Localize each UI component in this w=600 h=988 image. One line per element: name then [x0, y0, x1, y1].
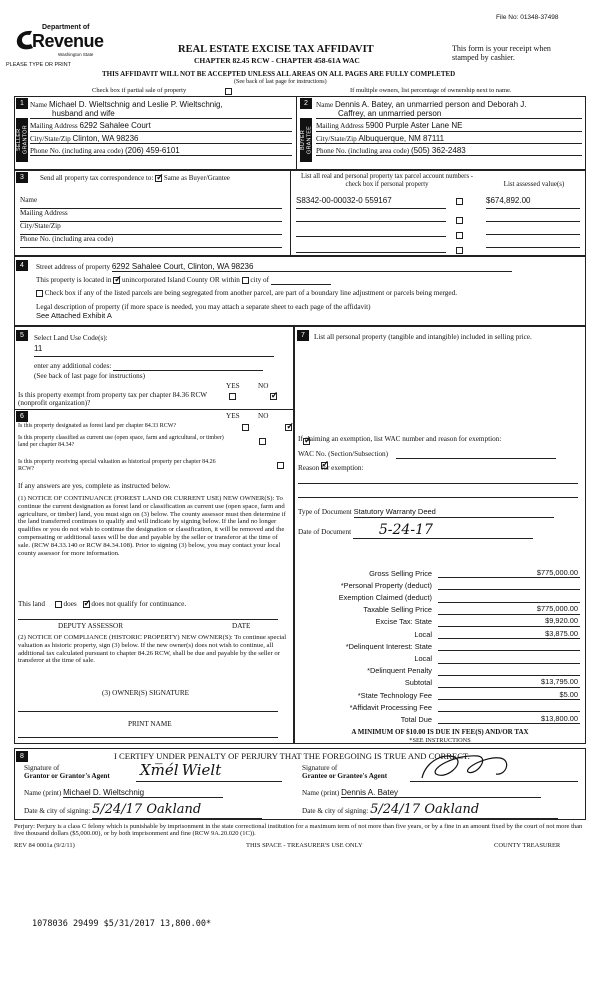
this-land-row	[18, 600, 186, 608]
grantor-name-value[interactable]: Michael D. Wieltschnig	[63, 788, 223, 798]
assessed-list	[486, 196, 580, 248]
buyer-address-value[interactable]: 5900 Purple Aster Lane NE	[365, 121, 463, 131]
grantee-date-row	[302, 803, 558, 819]
grantor-sig-label-1: Signature of	[24, 764, 60, 772]
buyer-block	[316, 100, 582, 156]
grantee-sig-label-1: Signature of	[302, 764, 338, 772]
reason-line-1[interactable]	[298, 480, 578, 484]
assessed-row-1[interactable]: $674,892.00	[486, 196, 580, 209]
buyer-phone-value[interactable]: (505) 362-2483	[411, 146, 466, 156]
calc-row	[298, 603, 580, 615]
unincorporated-checkbox[interactable]	[113, 277, 120, 284]
calc-label: Local	[414, 629, 432, 639]
grantee-name-row	[302, 788, 541, 798]
continuance-notice: (1) NOTICE OF CONTINUANCE (FOREST LAND OR CURRENT USE) NEW OWNER(S): To continue the current designation as forest land or classification as current use (open space, farm and agriculture, or timber) land, you must sign on (3) below. The county assessor must then determine if the land transferred continues to qualify and will indicate by signing below. If the land no longer qualifies or you do not wish to continue the designation or classification, it will be removed and the compensating or additional taxes will be due and payable by the seller or transferor at the time of sale. (RCW 84.33.140 or RCW 84.34.108). Prior to signing (3) below, you may contact your local county assessor for more information.	[18, 495, 286, 557]
parcel-row-3[interactable]	[296, 224, 446, 237]
section-3-number: 3	[16, 172, 28, 183]
doc-type-row	[298, 508, 554, 518]
calc-label: *Delinquent Interest: State	[345, 641, 432, 651]
land-use-label: Select Land Use Code(s):	[34, 334, 108, 342]
print-name-label: PRINT NAME	[128, 720, 172, 728]
buyer-name-value[interactable]: Dennis A. Batey, an unmarried person and Deborah J.	[334, 100, 527, 109]
land-use-value[interactable]: 11	[34, 344, 274, 357]
seller-name-value[interactable]: Michael D. Wieltschnig and Leslie P. Wieltschnig,	[48, 100, 223, 109]
form-title: REAL ESTATE EXCISE TAX AFFIDAVIT	[178, 44, 374, 55]
parcel-1-personal-checkbox[interactable]	[456, 198, 463, 205]
legal-description-value[interactable]: See Attached Exhibit A	[36, 311, 112, 320]
calc-label: *Personal Property (deduct)	[340, 580, 432, 590]
file-number: File No: 01348-37498	[496, 14, 559, 21]
calc-label: Total Due	[400, 714, 432, 724]
doc-date-label: Date of Document	[298, 528, 352, 536]
section-7-number: 7	[297, 330, 309, 341]
s3-address-label: Mailing Address	[20, 209, 68, 217]
land-does-checkbox[interactable]	[55, 601, 62, 608]
section-3-divider	[290, 170, 291, 256]
street-address-row	[36, 262, 576, 272]
deputy-assessor-label: DEPUTY ASSESSOR	[58, 622, 124, 630]
calc-row	[298, 712, 580, 724]
exempt-no-checkbox[interactable]	[270, 393, 277, 400]
city-of-label: city of	[250, 276, 269, 284]
section-4-number: 4	[16, 260, 28, 271]
grantor-name-label: Name (print)	[24, 789, 62, 797]
same-as-buyer-label: Same as Buyer/Grantee	[163, 174, 230, 182]
calc-row	[298, 651, 580, 663]
calc-row	[298, 627, 580, 639]
additional-codes-row	[34, 362, 263, 371]
partial-sale-text: Check box if partial sale of property	[92, 87, 187, 94]
warning-text: THIS AFFIDAVIT WILL NOT BE ACCEPTED UNLESS ALL AREAS ON ALL PAGES ARE FULLY COMPLETED	[102, 70, 456, 78]
parcel-row-4[interactable]	[296, 240, 446, 253]
calc-row	[298, 639, 580, 651]
section-5-number: 5	[16, 330, 28, 341]
seller-address-value[interactable]: 6292 Sahalee Court	[79, 121, 151, 131]
receipt-note: This form is your receipt when stamped by cashier.	[452, 44, 551, 63]
current-use-yes-checkbox[interactable]	[259, 438, 266, 445]
owner-signature-line[interactable]	[18, 704, 278, 712]
forest-yes-checkbox[interactable]	[242, 424, 249, 431]
buyer-name-value-2[interactable]: Caffrey, an unmarried person	[316, 109, 582, 119]
personal-property-label: List all personal property (tangible and intangible) included in selling price.	[314, 333, 532, 341]
doc-type-label: Type of Document	[298, 508, 352, 516]
s3-address-field[interactable]	[20, 209, 282, 222]
does-not-label: does not qualify for continuance.	[91, 600, 187, 608]
grantor-signature-mark: Xm̅él Wielt	[140, 761, 222, 779]
calc-value[interactable]	[438, 589, 580, 590]
see-back-note: (See back of last page for instructions)	[234, 79, 327, 85]
s5-yes-header: YES	[226, 382, 240, 390]
grantee-signature-field[interactable]	[410, 764, 578, 782]
unincorporated-label: unincorporated Island County OR within	[122, 276, 240, 284]
grantor-date-label: Date & city of signing:	[24, 807, 91, 815]
same-as-buyer-checkbox[interactable]	[155, 175, 162, 182]
certify-statement: I CERTIFY UNDER PENALTY OF PERJURY THAT THE FOREGOING IS TRUE AND CORRECT.	[114, 751, 470, 761]
calc-value[interactable]: $3,875.00	[438, 630, 580, 640]
seller-city-label: City/State/Zip	[30, 134, 71, 143]
form-chapter: CHAPTER 82.45 RCW - CHAPTER 458-61A WAC	[194, 56, 360, 65]
wac-label: WAC No. (Section/Subsection)	[298, 450, 389, 458]
doc-type-value[interactable]: Statutory Warranty Deed	[354, 508, 554, 518]
segregated-row	[36, 289, 581, 297]
seller-phone-label: Phone No. (including area code)	[30, 147, 124, 156]
calc-label: Taxable Selling Price	[363, 605, 432, 615]
cashier-stamp: 1078036 29499 $5/31/2017 13,800.00*	[32, 919, 212, 929]
parcel-list	[296, 196, 476, 255]
please-type: PLEASE TYPE OR PRINT	[6, 62, 72, 68]
s3-phone-label: Phone No. (including area code)	[20, 235, 114, 243]
seller-name-label: Name	[30, 101, 48, 109]
calc-label: *Affidavit Processing Fee	[349, 702, 432, 712]
calc-value[interactable]: $775,000.00	[438, 605, 580, 615]
calc-value[interactable]	[438, 711, 580, 712]
s3-name-field[interactable]	[20, 196, 282, 209]
doc-date-row	[298, 522, 533, 539]
if-any-yes: If any answers are yes, complete as instructed below.	[18, 482, 171, 490]
revision-code: REV 84 0001a (9/2/11)	[14, 842, 75, 849]
located-row	[36, 276, 331, 285]
grantee-date-label: Date & city of signing:	[302, 807, 369, 815]
section-6-rule	[14, 409, 294, 410]
buyer-address-label: Mailing Address	[316, 122, 364, 131]
grantee-sig-label-2: Grantee or Grantee's Agent	[302, 771, 388, 780]
calc-row	[298, 676, 580, 688]
buyer-phone-label: Phone No. (including area code)	[316, 147, 410, 156]
parcel-row-2[interactable]	[296, 209, 446, 222]
grantee-name-value[interactable]: Dennis A. Batey	[341, 788, 541, 798]
print-name-line[interactable]	[18, 734, 278, 738]
logo-state: Washington State	[58, 52, 94, 57]
land-does-not-checkbox[interactable]	[83, 601, 90, 608]
buyer-tag: BUYER GRANTEE	[300, 118, 312, 162]
seller-name-value-2[interactable]: husband and wife	[30, 109, 292, 119]
grantor-sig-label-2: Grantor or Grantor's Agent	[24, 771, 110, 780]
parcel-row-1[interactable]: S8342-00-00032-0 559167	[296, 196, 446, 209]
calc-label: *State Technology Fee	[357, 690, 432, 700]
s3-phone-field[interactable]	[20, 235, 282, 248]
s5-no-header: NO	[258, 382, 269, 390]
calc-value[interactable]	[438, 675, 580, 676]
s6-yes-header: YES	[226, 412, 240, 420]
grantee-signature-mark	[416, 750, 526, 782]
calc-label: *Delinquent Penalty	[367, 666, 432, 676]
calc-row	[298, 578, 580, 590]
calc-value[interactable]: $13,795.00	[438, 678, 580, 688]
section-6-number: 6	[16, 411, 28, 422]
s3-name-label: Name	[20, 196, 38, 204]
section-1-number: 1	[16, 98, 28, 109]
current-use-question: Is this property classified as current use (open space, farm and agricultural, or timber) land per chapter 84.34?	[18, 435, 224, 448]
reason-line-2[interactable]	[298, 494, 578, 498]
exempt-question: Is this property exempt from property tax per chapter 84.36 RCW (nonprofit organization)?	[18, 391, 207, 408]
parcel-2-personal-checkbox[interactable]	[456, 217, 463, 224]
grantee-date-value[interactable]: 5/24/17 Oakland	[370, 803, 558, 819]
additional-codes-field[interactable]	[113, 362, 263, 371]
minimum-due-note: A MINIMUM OF $10.00 IS DUE IN FEE(S) AND/OR TAX	[351, 728, 529, 736]
this-land-label: This land	[18, 600, 45, 608]
grantee-name-label: Name (print)	[302, 789, 340, 797]
grantor-signature-field[interactable]	[136, 761, 282, 782]
calc-label: Exemption Claimed (deduct)	[338, 593, 432, 603]
street-address-value[interactable]: 6292 Sahalee Court, Clinton, WA 98236	[112, 262, 512, 272]
parcel-header: List all real and personal property tax parcel account numbers - check box if personal property	[300, 173, 474, 188]
grantor-date-value[interactable]: 5/24/17 Oakland	[92, 803, 262, 819]
segregated-checkbox[interactable]	[36, 290, 43, 297]
city-of-field[interactable]	[271, 276, 331, 285]
wac-row	[298, 450, 556, 459]
calc-row	[298, 688, 580, 700]
additional-codes-label: enter any additional codes:	[34, 362, 112, 370]
grantor-signature-label	[24, 765, 110, 780]
assessed-row-3[interactable]	[486, 222, 580, 235]
grantor-name-row	[24, 788, 223, 798]
section-8-number: 8	[16, 751, 28, 762]
calc-value[interactable]: $5.00	[438, 691, 580, 701]
calc-value[interactable]: $775,000.00	[438, 569, 580, 579]
partial-sale-label	[92, 87, 186, 94]
historic-question: Is this property receiving special valuation as historical property per chapter 84.26 RCW?	[18, 459, 216, 472]
section-2-number: 2	[300, 98, 312, 109]
s6-no-header: NO	[258, 412, 269, 420]
assessor-date-label: DATE	[232, 622, 251, 630]
doc-date-value[interactable]: 5-24-17	[353, 522, 533, 539]
calc-row	[298, 615, 580, 627]
within-city-checkbox[interactable]	[242, 277, 249, 284]
buyer-name-label: Name	[316, 101, 334, 109]
street-label: Street address of property	[36, 263, 111, 271]
calc-value[interactable]	[438, 650, 580, 651]
seller-phone-value[interactable]: (206) 459-6101	[125, 146, 180, 156]
treasurer-use-note: THIS SPACE - TREASURER'S USE ONLY	[246, 842, 363, 849]
partial-sale-checkbox[interactable]	[225, 88, 232, 95]
calc-value[interactable]	[438, 602, 580, 603]
seller-block	[30, 100, 292, 156]
county-treasurer-label: COUNTY TREASURER	[494, 842, 561, 849]
parties-divider	[296, 96, 297, 170]
calc-row	[298, 566, 580, 578]
multiple-owners-note: If multiple owners, list percentage of ownership next to name.	[350, 87, 512, 94]
assessed-header: List assessed value(s)	[503, 180, 565, 188]
historic-yes-checkbox[interactable]	[277, 462, 284, 469]
parcel-3-personal-checkbox[interactable]	[456, 232, 463, 239]
exempt-yes-checkbox[interactable]	[229, 393, 236, 400]
seller-tag: SELLER GRANTOR	[16, 118, 28, 162]
buyer-city-value[interactable]: Albuquerque, NM 87111	[358, 133, 445, 143]
s3-city-field[interactable]	[20, 222, 282, 235]
see-instructions-note: *SEE INSTRUCTIONS	[409, 737, 471, 744]
tax-calculation	[298, 566, 580, 724]
calc-label: Subtotal	[404, 678, 432, 688]
assessed-row-2[interactable]	[486, 209, 580, 222]
legal-label: Legal description of property (if more space is needed, you may attach a separate sheet to each page of the affidavit)	[36, 303, 371, 311]
assessor-signature-line[interactable]	[18, 612, 278, 620]
seller-city-value[interactable]: Clinton, WA 98236	[72, 133, 139, 143]
calc-value[interactable]: $13,800.00	[438, 715, 580, 725]
dor-logo	[14, 22, 114, 62]
send-label: Send all property tax correspondence to:	[40, 174, 154, 182]
calc-label: Excise Tax: State	[375, 617, 432, 627]
s5-see-back: (See back of last page for instructions)	[34, 372, 145, 380]
calc-label: Local	[414, 653, 432, 663]
s3-city-label: City/State/Zip	[20, 222, 61, 230]
logo-dept: Department of	[42, 24, 90, 31]
logo-name: Revenue	[32, 31, 104, 51]
reason-label: Reason for exemption:	[298, 464, 364, 472]
seller-address-label: Mailing Address	[30, 122, 78, 131]
owner-signature-label: (3) OWNER(S) SIGNATURE	[102, 689, 190, 697]
buyer-city-label: City/State/Zip	[316, 134, 357, 143]
forest-question: Is this property designated as forest land per chapter 84.33 RCW?	[18, 423, 177, 429]
perjury-notice: Perjury: Perjury is a class C felony which is punishable by imprisonment in the state correctional institution for a maximum term of not more than five years, or by a fine in an amount fixed by the court of not more than five thousand dollars ($5,000.00), or by both imprisonment and fine (RCW 9A.20.020 (1C)).	[14, 823, 583, 838]
section-3-fields	[20, 196, 282, 248]
forest-no-checkbox[interactable]	[285, 424, 292, 431]
does-label: does	[63, 600, 77, 608]
compliance-notice: (2) NOTICE OF COMPLIANCE (HISTORIC PROPERTY) NEW OWNER(S): To continue special valuation as historic property, sign (3) below. If the new owner(s) does not wish to continue, all additional tax calculated pursuant to chapter 84.26 RCW, shall be due and payable by the seller or transferor at the time of sale.	[18, 634, 287, 665]
calc-row	[298, 664, 580, 676]
parcel-4-personal-checkbox[interactable]	[456, 247, 463, 254]
located-label: This property is located in	[36, 276, 112, 284]
grantor-date-row	[24, 803, 262, 819]
reason-row	[298, 464, 363, 472]
wac-field[interactable]	[396, 450, 556, 459]
calc-row	[298, 590, 580, 602]
send-correspondence-row	[40, 174, 230, 182]
calc-label: Gross Selling Price	[369, 568, 432, 578]
exemption-label: If claiming an exemption, list WAC number and reason for exemption:	[298, 435, 502, 443]
segregated-label: Check box if any of the listed parcels are being segregated from another parcel, are part of a boundary line adjustment or parcels being merged.	[44, 289, 457, 297]
calc-value[interactable]: $9,920.00	[438, 617, 580, 627]
grantee-signature-label	[302, 765, 387, 780]
assessed-row-4[interactable]	[486, 235, 580, 248]
calc-value[interactable]	[438, 663, 580, 664]
calc-row	[298, 700, 580, 712]
